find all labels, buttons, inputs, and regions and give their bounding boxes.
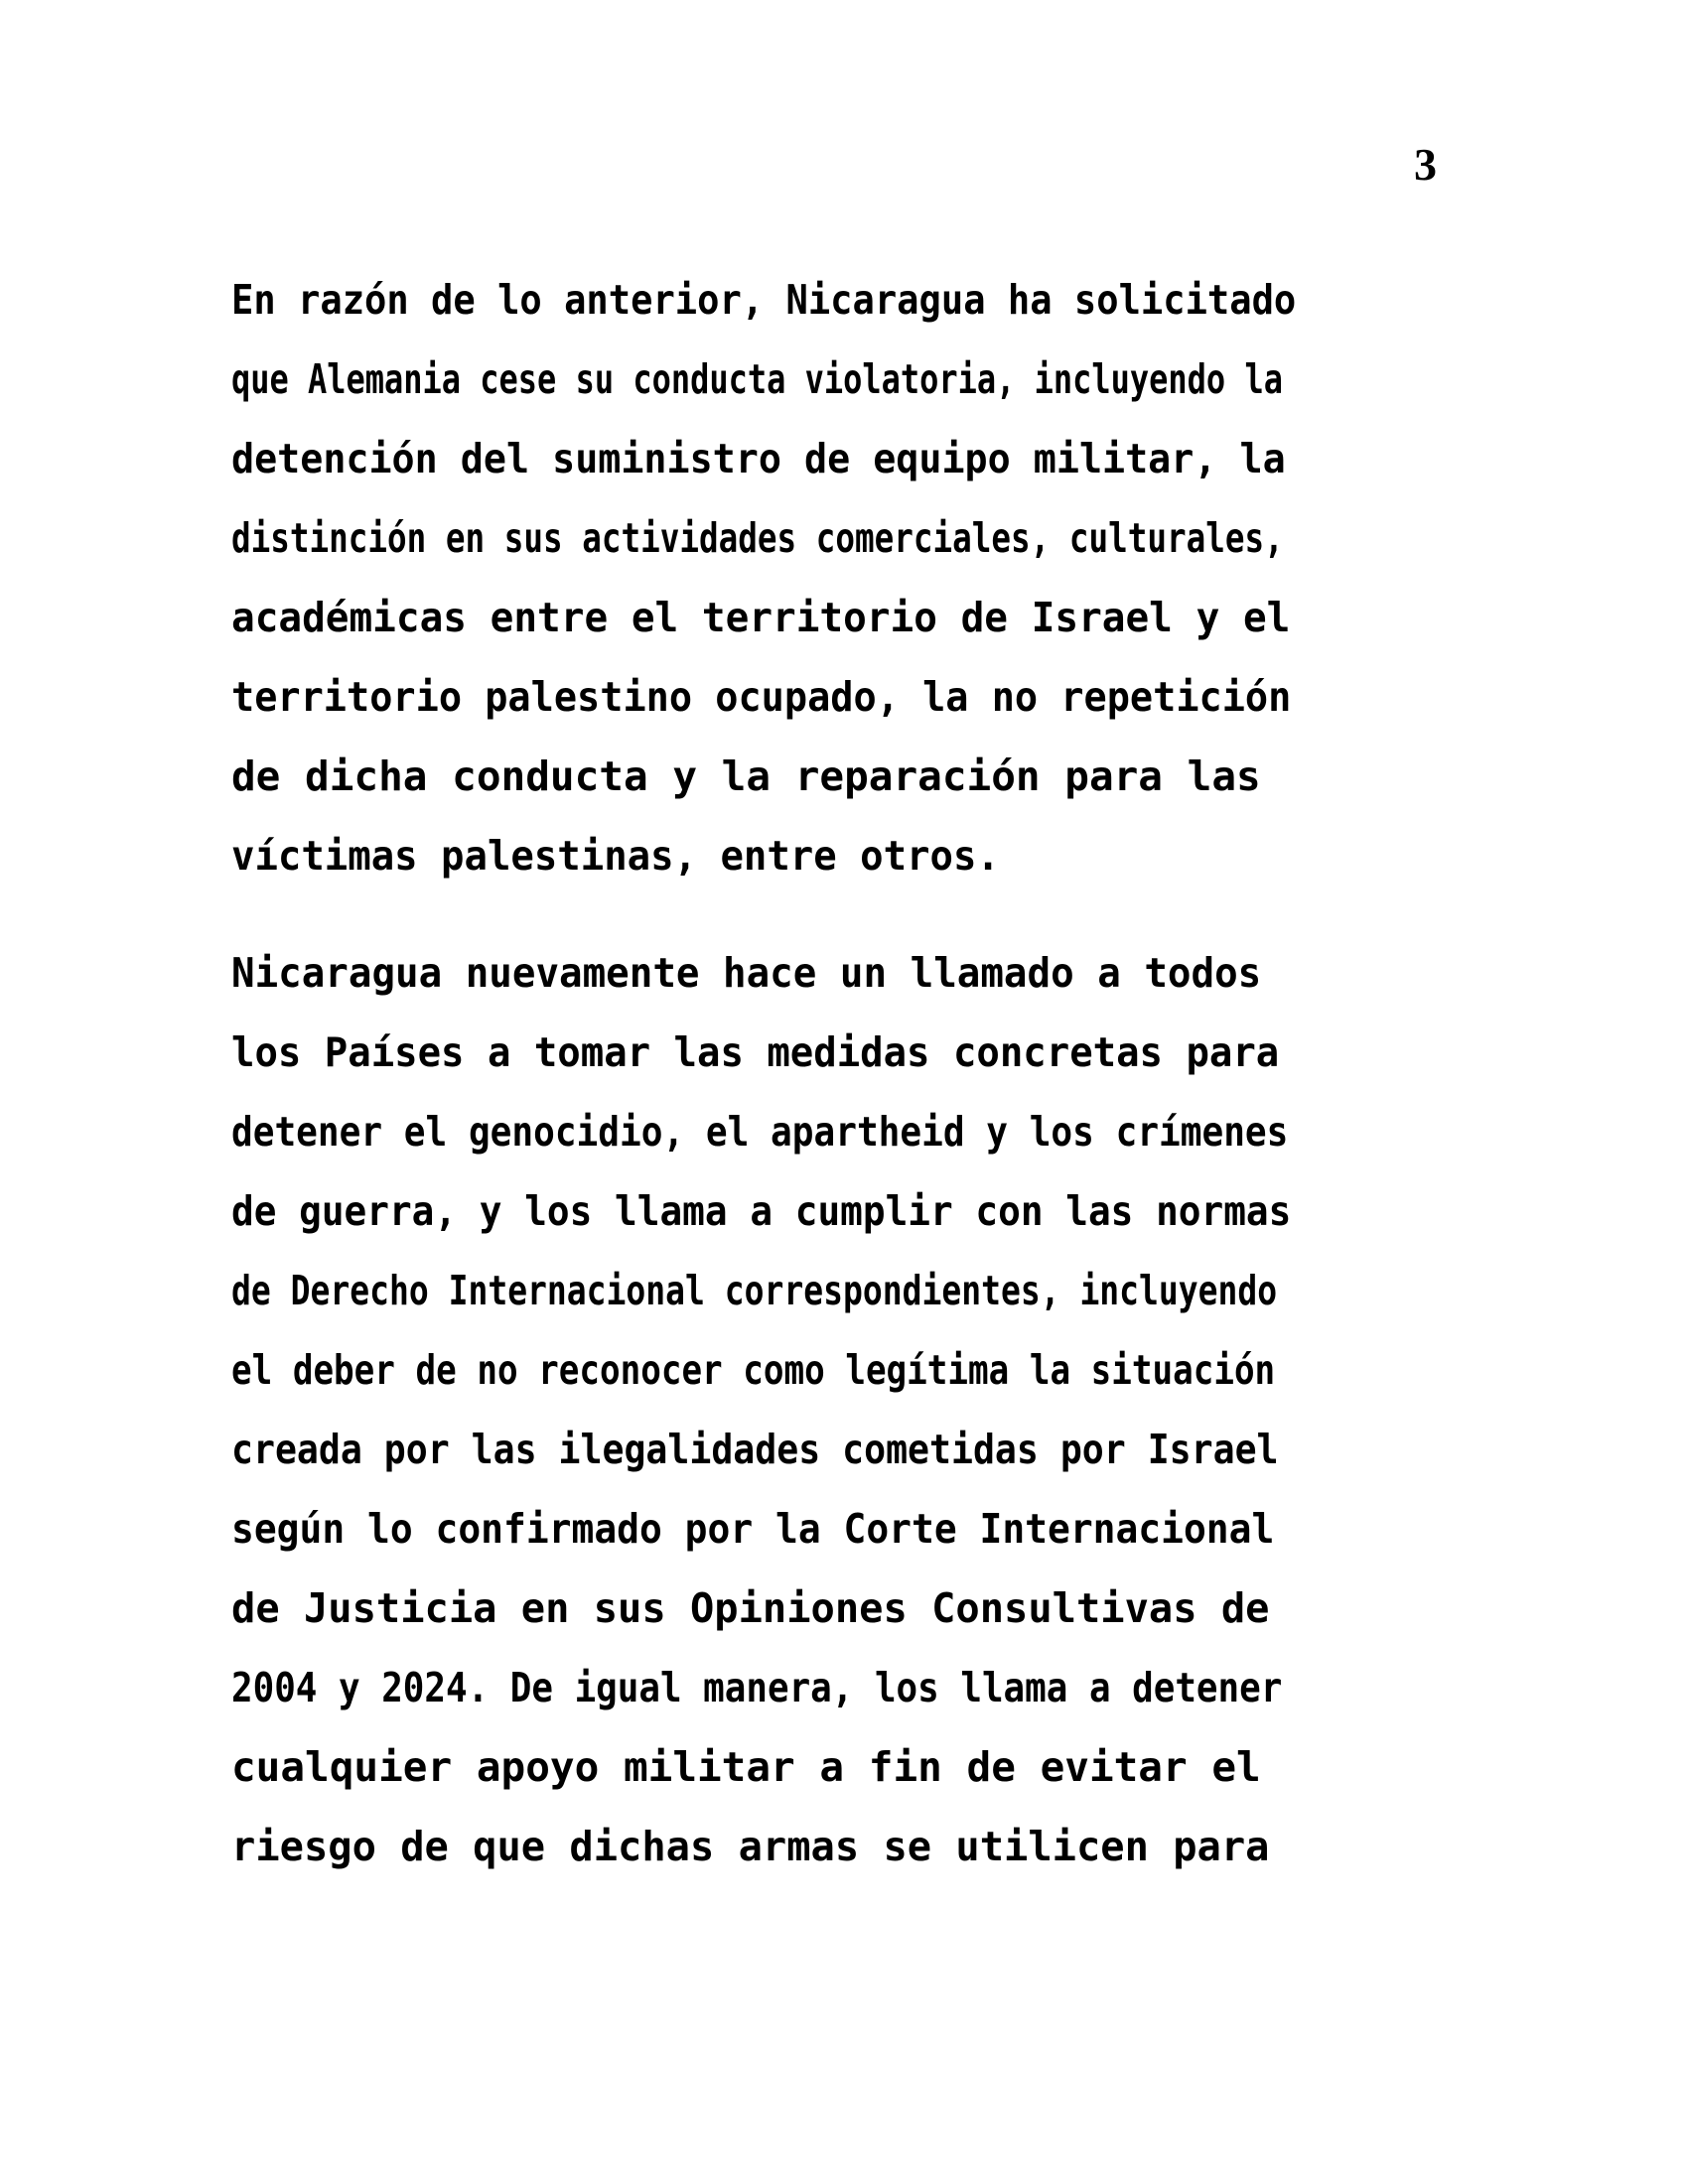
text-line xyxy=(231,737,1437,816)
text-line-content: académicas entre el territorio de Israel y el xyxy=(231,594,1291,641)
text-line xyxy=(231,1727,1437,1807)
paragraph xyxy=(231,260,1437,895)
text-line xyxy=(231,933,1437,1013)
text-line xyxy=(231,1410,1437,1489)
text-line-content: 2004 y 2024. De igual manera, los llama a detener xyxy=(231,1664,1283,1711)
text-line xyxy=(231,1092,1437,1171)
text-line-content: cualquier apoyo militar a fin de evitar el xyxy=(231,1743,1261,1791)
text-line-content: En razón de lo anterior, Nicaragua ha solicitado xyxy=(231,276,1297,324)
text-line xyxy=(231,1489,1437,1569)
text-line xyxy=(231,816,1437,895)
text-line-content: creada por las ilegalidades cometidas por Israel xyxy=(231,1426,1279,1473)
text-line-content: de dicha conducta y la reparación para las xyxy=(231,752,1261,800)
paragraph xyxy=(231,933,1437,1886)
text-line xyxy=(231,1171,1437,1251)
text-line-content: que Alemania cese su conducta violatoria, incluyendo la xyxy=(231,355,1283,403)
text-line-content: el deber de no reconocer como legítima la situación xyxy=(231,1346,1276,1394)
text-line xyxy=(231,419,1437,498)
text-line xyxy=(231,1251,1437,1330)
text-line xyxy=(231,578,1437,657)
text-line-content: víctimas palestinas, entre otros. xyxy=(231,832,1000,880)
text-line-content: detención del suministro de equipo militar, la xyxy=(231,435,1286,482)
document-body xyxy=(231,260,1437,1886)
text-line xyxy=(231,1807,1437,1886)
text-line-content: distinción en sus actividades comerciales, culturales, xyxy=(231,514,1284,562)
text-line-content: de Derecho Internacional correspondientes, incluyendo xyxy=(231,1267,1278,1314)
text-line-content: Nicaragua nuevamente hace un llamado a todos xyxy=(231,949,1262,997)
text-line xyxy=(231,1013,1437,1092)
text-line-content: según lo confirmado por la Corte Internacional xyxy=(231,1505,1275,1553)
text-line-content: detener el genocidio, el apartheid y los crímenes xyxy=(231,1108,1289,1156)
text-line-content: riesgo de que dichas armas se utilicen para xyxy=(231,1823,1270,1870)
text-line xyxy=(231,657,1437,737)
page-number: 3 xyxy=(1414,139,1437,190)
text-line xyxy=(231,260,1437,340)
text-line xyxy=(231,1330,1437,1410)
text-line xyxy=(231,498,1437,578)
text-line xyxy=(231,340,1437,419)
text-line xyxy=(231,1648,1437,1727)
text-line-content: de guerra, y los llama a cumplir con las normas xyxy=(231,1187,1292,1235)
text-line-content: de Justicia en sus Opiniones Consultivas de xyxy=(231,1584,1270,1632)
text-line-content: los Países a tomar las medidas concretas para xyxy=(231,1028,1280,1076)
text-line xyxy=(231,1569,1437,1648)
text-line-content: territorio palestino ocupado, la no repetición xyxy=(231,673,1292,721)
